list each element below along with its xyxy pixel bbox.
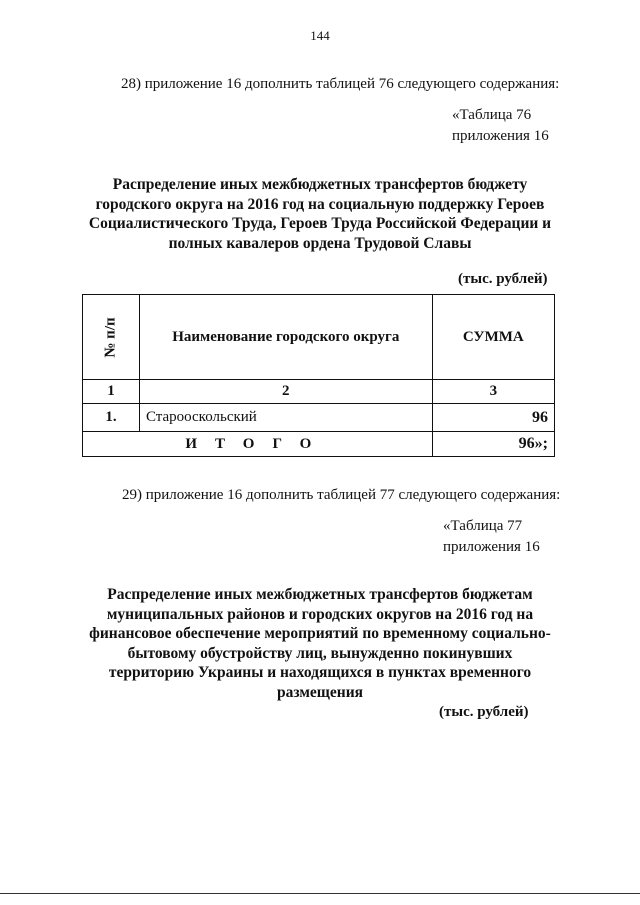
table-77-title-line: финансовое обеспечение мероприятий по временному социально-	[89, 625, 551, 642]
column-number-cell: 1	[83, 380, 140, 404]
row-name-cell: Старооскольский	[139, 404, 432, 432]
table-77-ref-line1: «Таблица 77	[443, 518, 523, 534]
header-number-label: № п/п	[102, 316, 119, 358]
total-label-cell: ИТОГО	[83, 432, 433, 457]
table-76-title-line: Распределение иных межбюджетных трансфертов бюджету	[112, 176, 528, 193]
table-header-row	[83, 295, 555, 380]
table-77-title-line: размещения	[276, 683, 364, 701]
table-77-title-line: территорию Украины и находящихся в пунктах временного	[108, 664, 532, 681]
column-number-cell: 2	[139, 380, 432, 404]
page-bottom-edge	[0, 893, 640, 894]
page-number: 144	[310, 28, 330, 43]
total-sum-cell: 96»;	[432, 432, 554, 457]
paragraph-item-28: 28) приложение 16 дополнить таблицей 76 следующего содержания:	[121, 76, 560, 92]
table-76-title-line: городского округа на 2016 год на социальную поддержку Героев	[95, 195, 545, 213]
table-76-title-line: Социалистического Труда, Героев Труда Российской Федерации и	[88, 215, 552, 232]
table-row	[83, 404, 555, 432]
header-sum-cell: СУММА	[432, 295, 554, 380]
column-number-cell: 3	[432, 380, 554, 404]
total-row	[83, 432, 555, 457]
paragraph-item-29: 29) приложение 16 дополнить таблицей 77 следующего содержания:	[122, 487, 561, 503]
table-76-units: (тыс. рублей)	[458, 271, 548, 287]
column-number-row	[83, 380, 555, 404]
header-number-cell	[83, 295, 140, 380]
table-77-units: (тыс. рублей)	[439, 704, 529, 720]
table-76-ref-line1: «Таблица 76	[452, 107, 532, 123]
row-sum-cell: 96	[432, 404, 554, 432]
table-76-reference	[452, 105, 549, 147]
row-number-cell: 1.	[83, 404, 140, 432]
table-77-reference	[443, 516, 540, 558]
table-77-title-line: Распределение иных межбюджетных трансфертов бюджетам	[107, 586, 533, 603]
table-77-ref-line2: приложения 16	[443, 539, 540, 555]
table-77-title	[60, 585, 580, 702]
table-76-title-line: полных кавалеров ордена Трудовой Славы	[168, 234, 472, 252]
table-77-title-line: муниципальных районов и городских округов на 2016 год на	[106, 605, 534, 623]
table-76-ref-line2: приложения 16	[452, 128, 549, 144]
table-77-title-line: бытовому обустройству лиц, вынужденно покинувших	[127, 644, 513, 662]
table-76-title	[70, 175, 570, 253]
header-name-cell: Наименование городского округа	[139, 295, 432, 380]
table-76	[82, 294, 555, 457]
